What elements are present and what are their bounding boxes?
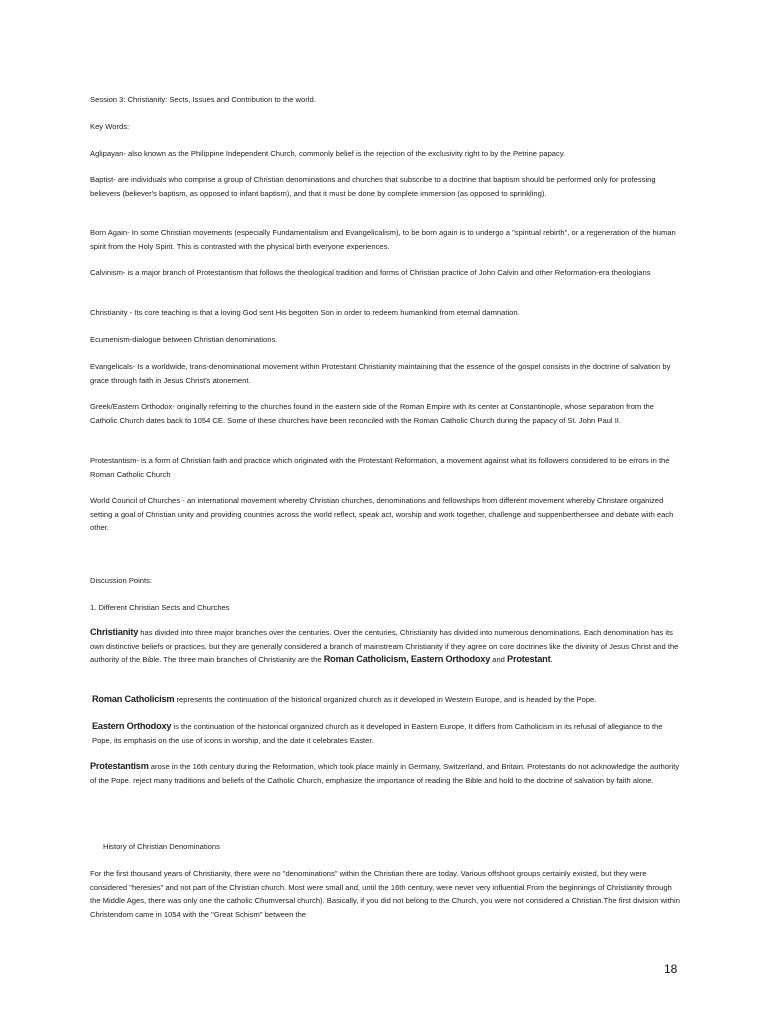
term-roman-catholicism: Roman Catholicism xyxy=(323,654,407,664)
definition-aglipayan: Aglipayan- also known as the Philippine Independent Church, commonly belief is the rejection of the exclusivity right to by the Petrine papacy. xyxy=(90,149,566,158)
definition-born-again: Born Again- In some Christian movements (especially Fundamentalism and Evangelicalism), to be born again is to undergo a "spiritual rebirth", or a regeneration of the human spirit from the Holy Spirit. This is contrasted with the physical birth everyone experiences. xyxy=(90,228,676,251)
term-eastern-orthodoxy: Eastern Orthodoxy xyxy=(92,721,172,731)
definition-protestantism: Protestantism- is a form of Christian faith and practice which originated with the Protestant Reformation, a movement against what its followers considered to be errors in the Roman Catholic Church xyxy=(90,456,670,479)
eastern-orthodoxy-text: is the continuation of the historical organized church as it developed in Eastern Europe, It differs from Catholicism in its refusal of allegiance to the Pope, its emphasis on the use of icons in worship, and the date it celebrates Easter. xyxy=(92,722,663,745)
section-1-heading: 1. Different Christian Sects and Churches xyxy=(90,603,230,612)
separator: and xyxy=(490,655,508,664)
definition-eastern-orthodox: Greek/Eastern Orthodox- originally referring to the churches found in the eastern side of the Roman Empire with its center at Constantinople, whose separation from the Catholic Church dates back to 1054 CE. Some of these churches have been reconciled with the Roman Catholic Church during the papacy of St. John Paul II. xyxy=(90,402,654,425)
term-eastern-orthodoxy: Eastern Orthodoxy xyxy=(410,654,491,664)
discussion-heading: Discussion Points: xyxy=(90,576,153,585)
definition-christianity: Christianity - Its core teaching is that a loving God sent His begotten Son in order to redeem humankind from eternal damnation. xyxy=(90,308,520,317)
separator: , xyxy=(406,654,411,664)
definition-evangelicals: Evangelicals- Is a worldwide, trans-denominational movement within Protestant Christianity maintaining that the essence of the gospel consists in the doctrine of salvation by grace through faith in Jesus Christ's atonement. xyxy=(90,362,671,385)
history-paragraph: For the first thousand years of Christianity, there were no "denominations" within the Christian there are today. Various offshoot groups certainly existed, but they were considered "heresies" and not part of the Christian church. Most were small and, until the 16th century, were never very influential From the beginnings of Christianity through the Middle Ages, there was only one the catholic Chumversal church). Basically, if you did not belong to the Church, you were not considered a Christian.The first division within Christendom came in 1054 with the "Great Schism" between the xyxy=(90,869,680,919)
christianity-paragraph xyxy=(90,626,680,667)
session-title: Session 3: Christianity: Sects, Issues and Contribution to the world. xyxy=(90,95,316,104)
term-protestantism: Protestantism xyxy=(90,761,149,771)
roman-catholicism-paragraph xyxy=(92,693,682,707)
history-heading: History of Christian Denominations xyxy=(103,842,220,851)
definition-calvinism: Calvinism- is a major branch of Protestantism that follows the theological tradition and forms of Christian practice of John Calvin and other Reformation-era theologians xyxy=(90,268,651,277)
eastern-orthodoxy-paragraph xyxy=(92,720,682,747)
christianity-text: has divided into three major branches over the centuries. Over the centuries, Christianity has divided into numerous denominations. Each denomination has its own distinctive beliefs or practices, but they are generally considered a branch of mainstream Christianity if they agree on core doctrines like the divinity of Jesus Christ and the authority of the Bible. The three main branches of Christianity are the xyxy=(90,628,679,664)
protestantism-paragraph xyxy=(90,760,680,787)
roman-catholicism-text: represents the continuation of the historical organized church as it developed in Western Europe, and is headed by the Pope. xyxy=(174,695,597,704)
term-roman-catholicism: Roman Catholicism xyxy=(92,694,175,704)
definition-ecumenism: Ecumenism-dialogue between Christian denominations. xyxy=(90,335,278,344)
key-words-heading: Key Words: xyxy=(90,122,130,131)
term-protestant: Protestant xyxy=(507,654,551,664)
period: . xyxy=(550,655,553,664)
definition-world-council: World Council of Churches - an international movement whereby Christian churches, denominations and fellowships from different movement whereby Christare organized setting a goal of Christian unity and providing countries across the world reflect, speak act, worship and work together, challenge and suppenberthersee and debate with each other. xyxy=(90,496,674,532)
protestantism-text: arose in the 16th century during the Reformation, which took place mainly in Germany, Switzerland, and Britain. Protestants do not acknowledge the authority of the Pope. reject many traditions and beliefs of the Catholic Church, emphasize the importance of reading the Bible and hold to the doctrine of salvation by faith alone. xyxy=(90,762,680,785)
term-christianity: Christianity xyxy=(90,627,139,637)
definition-baptist: Baptist- are individuals who comprise a group of Christian denominations and churches that subscribe to a doctrine that baptism should be performed only for professing believers (believer's baptism, as opposed to infant baptism), and that it must be done by complete immersion (as opposed to sprinkling). xyxy=(90,175,656,198)
page-number: 18 xyxy=(664,962,678,976)
